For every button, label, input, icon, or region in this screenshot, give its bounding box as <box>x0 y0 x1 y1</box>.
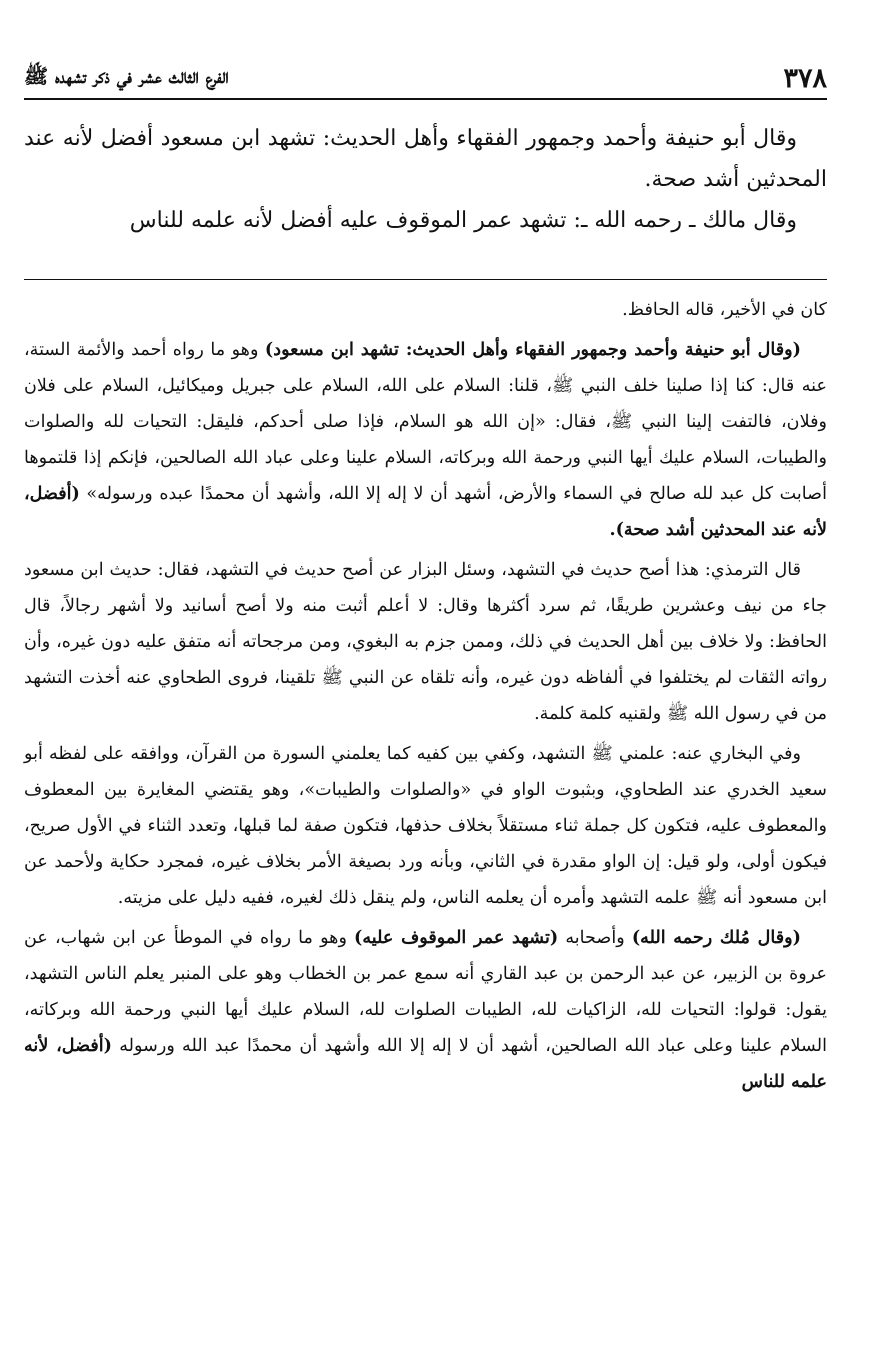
footnote-separator <box>24 279 827 280</box>
quoted-main-text: (وقال مُلك رحمه الله) <box>631 927 801 948</box>
running-header <box>24 58 827 100</box>
chapter-title: الفرع الثالث عشر في ذكر تشهده ﷺ <box>24 63 229 88</box>
commentary-span: وهو ما رواه أحمد والأئمة الستة، عنه قال: كنا إذا صلينا خلف النبي ﷺ، قلنا: السلام على الله، السلام على جبريل وميكائيل، السلام على فلان وفلان، فالتفت إلينا النبي ﷺ، فقال: «إن الله هو السلام، فإذا صلى أحدكم، فليقل: التحيات لله والصلوات والطيبات، السلام عليك أيها النبي ورحمة الله وبركاته، السلام علينا وعلى عباد الله الصالحين، فإنكم إذا قلتموها أصابت كل عبد لله صالح في السماء والأرض، أشهد أن لا إله إلا الله، وأشهد أن محمدًا عبده ورسوله» <box>24 340 827 504</box>
quoted-main-text: (وقال أبو حنيفة وأحمد وجمهور الفقهاء وأهل الحديث: تشهد ابن مسعود) <box>264 339 801 360</box>
main-text <box>24 118 827 241</box>
quoted-main-text: (أفضل، لأنه عند المحدثين أشد صحة). <box>24 483 827 540</box>
quoted-main-text: (أفضل، لأنه علمه للناس <box>24 1035 827 1092</box>
commentary-span: وهو ما رواه في الموطأ عن ابن شهاب، عن عروة بن الزبير، عن عبد الرحمن بن عبد القاري أنه سمع عمر بن الخطاب وهو على المنبر يعلم الناس التشهد، يقول: قولوا: التحيات لله، الزاكيات لله، الطيبات الصلوات لله، السلام عليك أيها النبي ورحمة الله وبركاته، السلام علينا وعلى عباد الله الصالحين، أشهد أن لا إله إلا الله وأشهد أن محمدًا عبد الله ورسوله <box>24 928 827 1056</box>
commentary-span: وأصحابه <box>558 928 632 948</box>
commentary-text <box>24 292 827 1104</box>
commentary-paragraph: قال الترمذي: هذا أصح حديث في التشهد، وسئل البزار عن أصح حديث في التشهد، فقال: حديث ابن مسعود جاء من نيف وعشرين طريقًا، ثم سرد أكثرها وقال: لا أعلم أثبت منه ولا أصح أسانيد ولا أشهر رجالاً، قال الحافظ: ولا خلاف بين أهل الحديث في ذلك، وممن جزم به البغوي، ومن مرجحاته أنه متفق عليه دون غيره، وأن رواته الثقات لم يختلفوا في ألفاظه دون غيره، وأنه تلقاه عن النبي ﷺ تلقينا، فروى الطحاوي عنه أخذت التشهد من في رسول الله ﷺ ولقنيه كلمة كلمة. <box>24 560 827 724</box>
commentary-paragraph <box>24 920 827 1100</box>
quoted-main-text: (تشهد عمر الموقوف عليه) <box>354 927 559 948</box>
commentary-paragraph: كان في الأخير، قاله الحافظ. <box>622 300 827 320</box>
page-number: ٣٧٨ <box>783 62 827 94</box>
commentary-paragraph <box>24 332 827 548</box>
main-paragraph: وقال مالك ـ رحمه الله ـ: تشهد عمر الموقوف عليه أفضل لأنه علمه للناس <box>129 208 797 233</box>
commentary-paragraph: وفي البخاري عنه: علمني ﷺ التشهد، وكفي بين كفيه كما يعلمني السورة من القرآن، ووافقه على لفظه أبو سعيد الخدري عند الطحاوي، وبثبوت الواو في «والصلوات والطيبات»، وهو يقتضي المغايرة بين المعطوف والمعطوف عليه، فتكون كل جملة ثناء مستقلاً بخلاف حذفها، فتكون صفة لما قبلها، وتعدد الثناء في الأول صريح، فيكون أولى، ولو قيل: إن الواو مقدرة في الثاني، وبأنه ورد بصيغة الأمر بخلاف غيره، فمجرد حكاية ولأحمد عن ابن مسعود أنه ﷺ علمه التشهد وأمره أن يعلمه الناس، ولم ينقل ذلك لغيره، ففيه دليل على مزيته. <box>24 744 827 908</box>
main-paragraph: وقال أبو حنيفة وأحمد وجمهور الفقهاء وأهل الحديث: تشهد ابن مسعود أفضل لأنه عند المحدثين أشد صحة. <box>24 126 827 192</box>
